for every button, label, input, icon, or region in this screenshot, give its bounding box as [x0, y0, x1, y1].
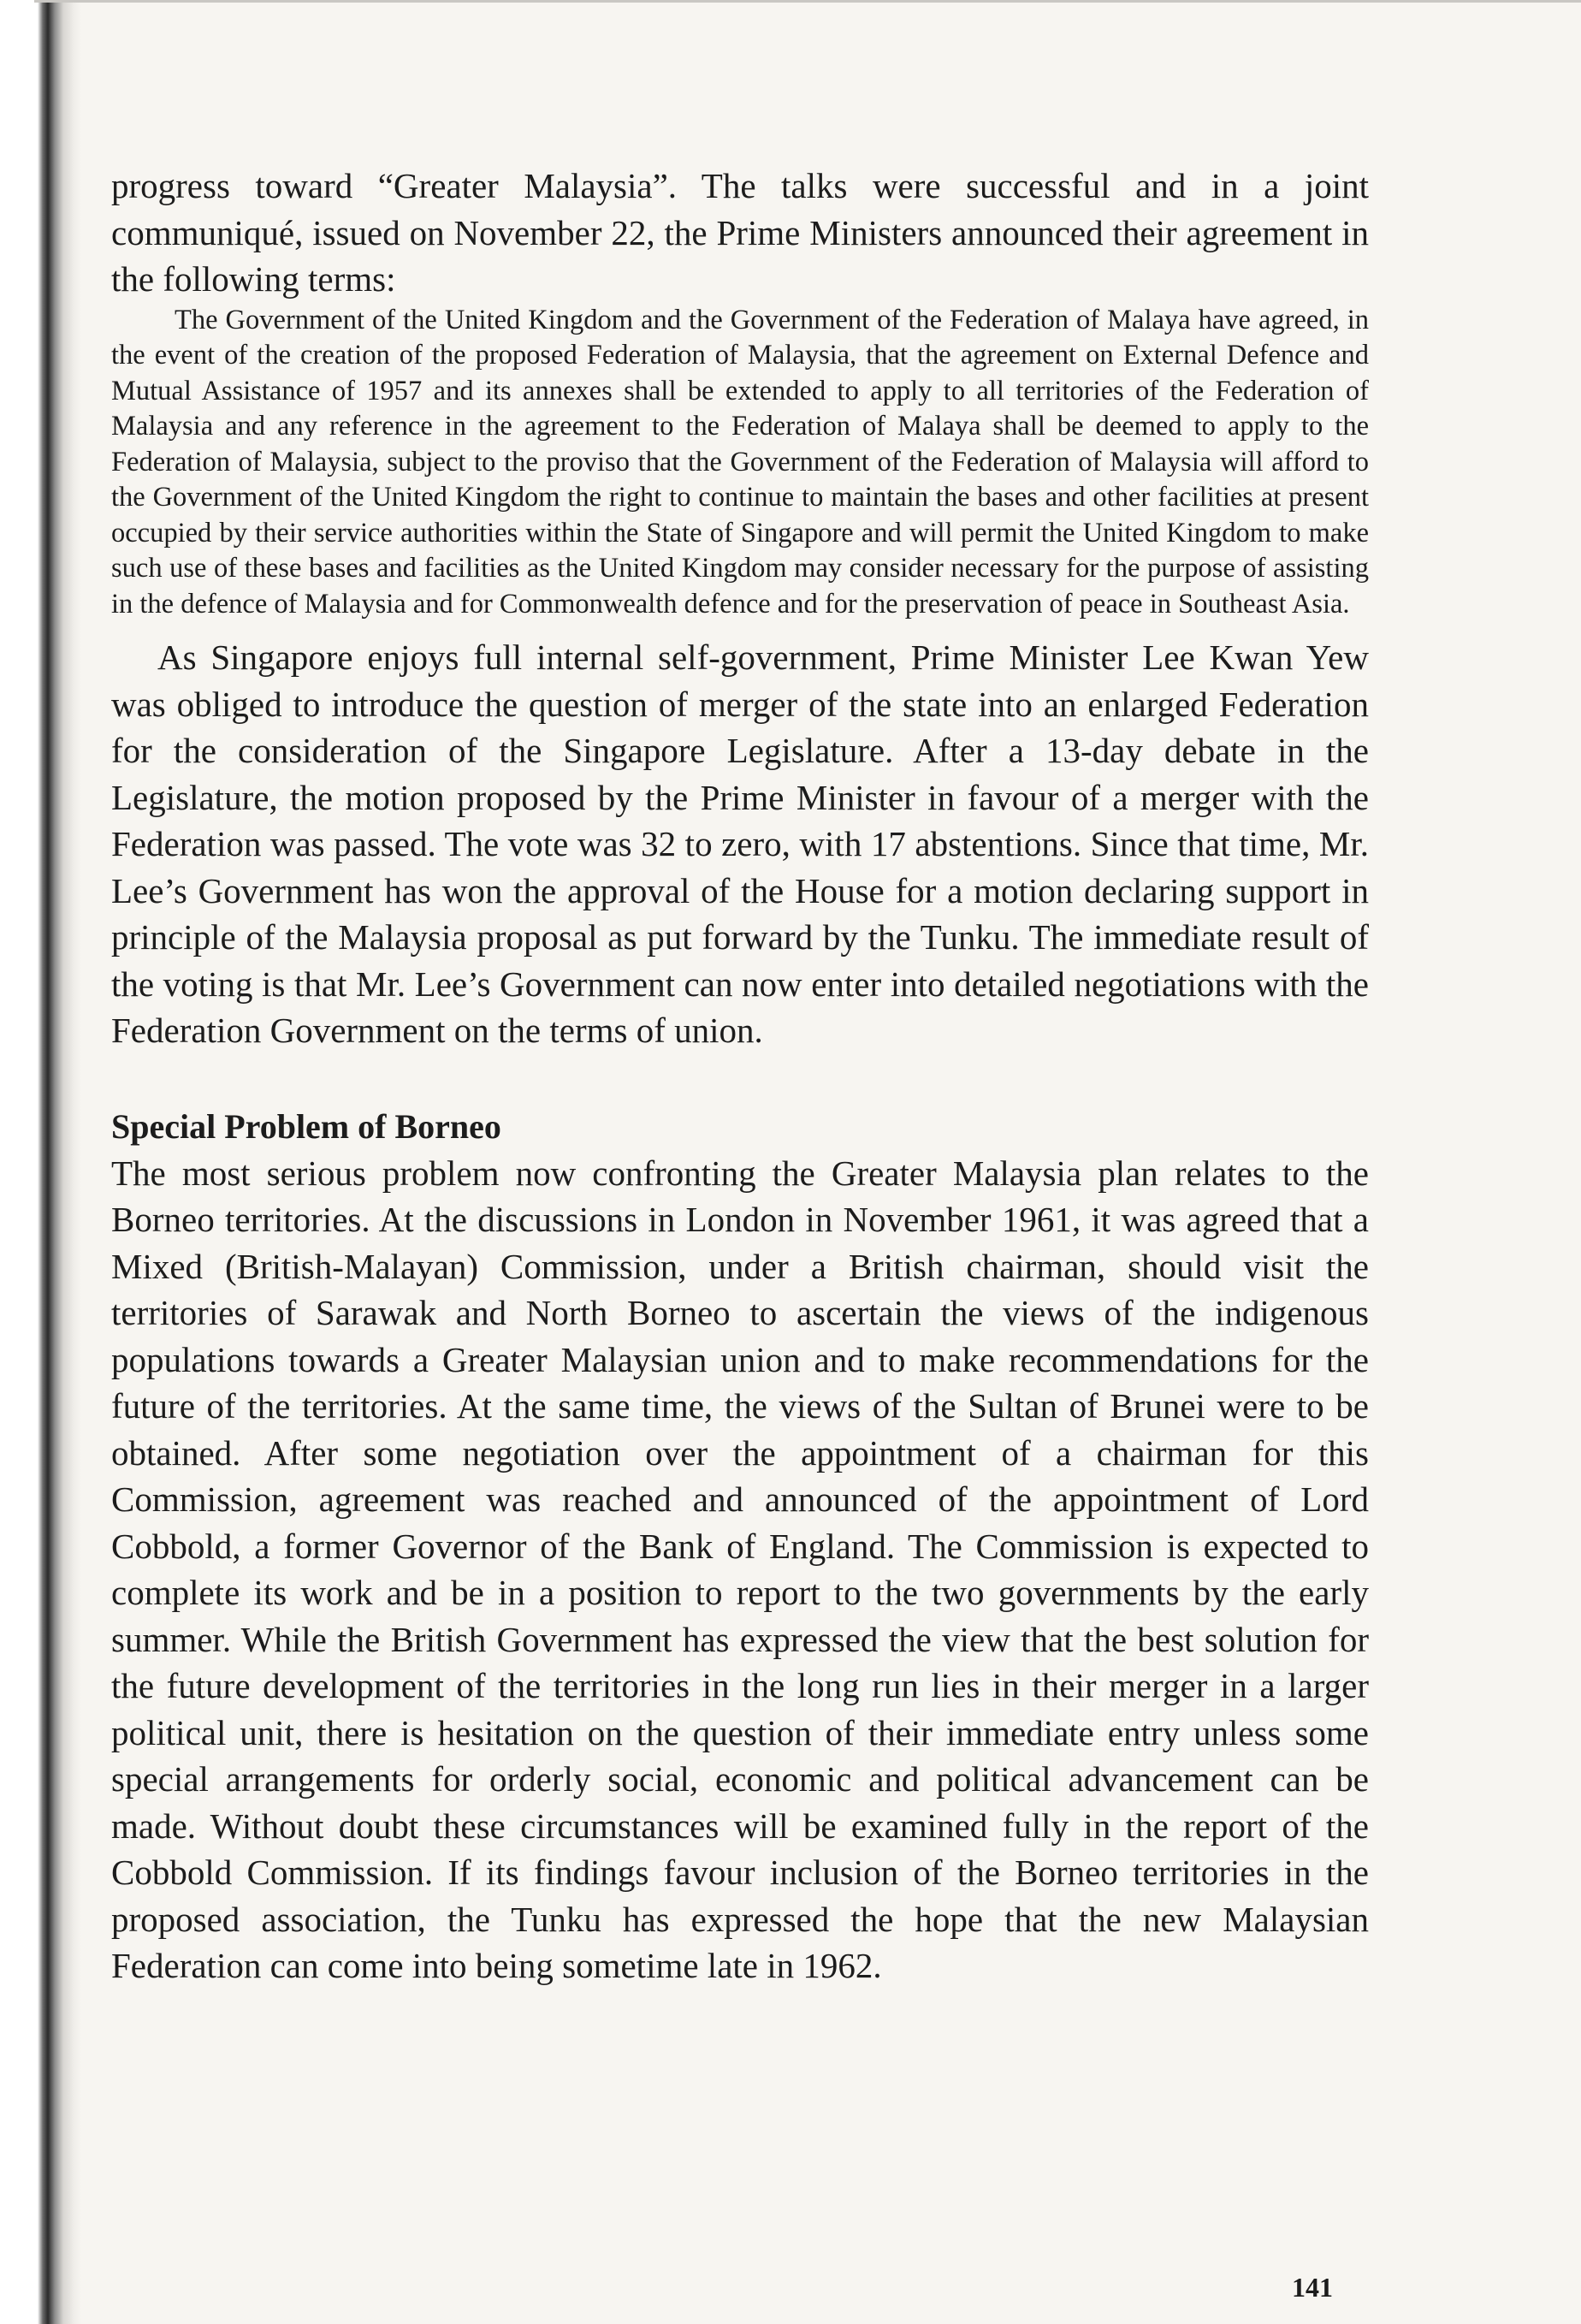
block-quote-communique: The Government of the United Kingdom and the Government of the Federation of Malaya have agreed, in the event of the creation of the proposed Federation of Malaysia, that the agreement on External Defence and Mutual Assistance of 1957 and its annexes shall be extended to apply to all territories of the Federation of Malaysia and any reference in the agreement to the Federation of Malaya shall be deemed to apply to the Federation of Malaysia, subject to the proviso that the Government of the Federation of Malaysia will afford to the Government of the United Kingdom the right to continue to maintain the bases and other facilities at present occupied by their service authorities within the State of Singapore and will permit the United Kingdom to make such use of these bases and facilities as the United Kingdom may consider necessary for the purpose of assisting in the defence of Malaysia and for Commonwealth defence and for the preservation of peace in Southeast Asia. [111, 304, 1369, 620]
top-edge-rule [34, 0, 1581, 3]
paragraph-singapore: As Singapore enjoys full internal self-government, Prime Minister Lee Kwan Yew was obliged to introduce the question of merger of the state into an enlarged Federation for the consideration of the Singapore Legislature. After a 13-day debate in the Legislature, the motion proposed by the Prime Minister in favour of a merger with the Federation was passed. The vote was 32 to zero, with 17 abstentions. Since that time, Mr. Lee’s Government has won the approval of the House for a motion declaring support in principle of the Malaysia proposal as put forward by the Tunku. The immediate result of the voting is that Mr. Lee’s Government can now enter into detailed negotiations with the Federation Government on the terms of union. [111, 637, 1369, 1050]
book-binding-shadow [0, 0, 81, 2324]
paragraph-borneo: The most serious problem now confronting the Greater Malaysia plan relates to the Borneo territories. At the discussions in London in November 1961, it was agreed that a Mixed (British-Malayan) Commission, under a British chairman, should visit the territories of Sarawak and North Borneo to ascertain the views of the indigenous populations towards a Greater Malaysian union and to make recommendations for the future of the territories. At the same time, the views of the Sultan of Brunei were to be obtained. After some negotiation over the appointment of a chairman for this Commission, agreement was reached and announced of the appointment of Lord Cobbold, a former Governor of the Bank of England. The Commission is expected to complete its work and be in a position to report to the two governments by the early summer. While the British Government has expressed the view that the best solution for the future development of the territories in the long run lies in their merger in a larger political unit, there is hesitation on the question of their immediate entry unless some special arrangements for orderly social, economic and political advancement can be made. Without doubt these circumstances will be examined fully in the report of the Cobbold Commission. If its findings favour inclusion of the Borneo territories in the proposed association, the Tunku has expressed the hope that the new Malaysian Federation can come into being sometime late in 1962. [111, 1153, 1369, 1985]
paragraph-continuation: progress toward “Greater Malaysia”. The talks were successful and in a joint communiqué, issued on November 22, the Prime Ministers announced their agreement in the following terms: [111, 166, 1369, 299]
text-column [111, 163, 1369, 1989]
section-heading: Special Problem of Borneo [111, 1106, 501, 1146]
page-number: 141 [1292, 2272, 1333, 2303]
